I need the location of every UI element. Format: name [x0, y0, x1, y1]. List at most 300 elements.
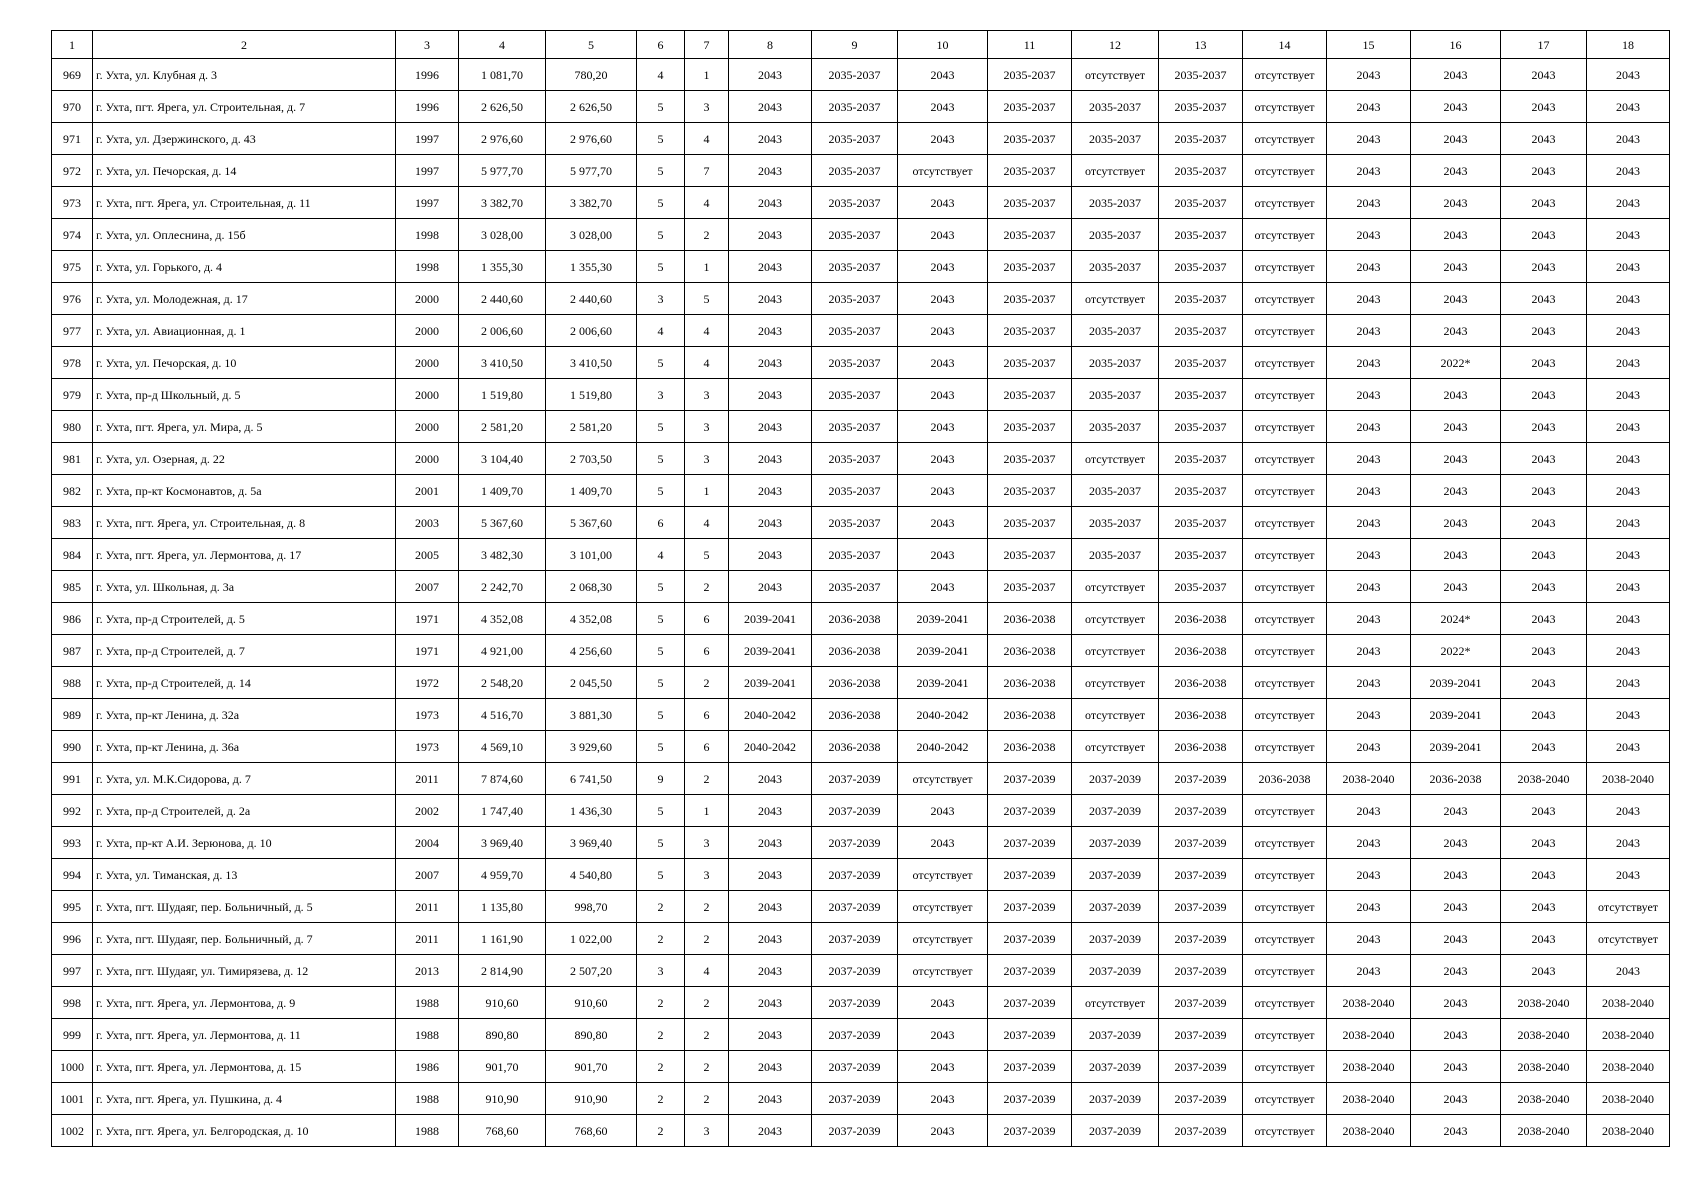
table-cell: 2035-2037 [1159, 123, 1243, 155]
table-cell: 2035-2037 [812, 155, 898, 187]
address-cell: г. Ухта, пр-кт А.И. Зерюнова, д. 10 [93, 827, 396, 859]
table-cell: 2043 [898, 379, 988, 411]
table-cell: 2037-2039 [1159, 1051, 1243, 1083]
table-cell: 2043 [1587, 91, 1670, 123]
address-cell: г. Ухта, пгт. Ярега, ул. Строительная, д. 7 [93, 91, 396, 123]
table-cell: 2037-2039 [812, 1115, 898, 1147]
table-cell: 2043 [1327, 827, 1411, 859]
table-cell: 2039-2041 [898, 667, 988, 699]
address-cell: г. Ухта, ул. Авиационная, д. 1 [93, 315, 396, 347]
table-cell: 2043 [1501, 891, 1587, 923]
table-cell: 1997 [396, 123, 459, 155]
table-cell: отсутствует [1243, 1051, 1327, 1083]
table-cell: 2043 [729, 475, 812, 507]
table-cell: 2035-2037 [1159, 443, 1243, 475]
table-cell: отсутствует [1072, 571, 1159, 603]
table-cell: 2036-2038 [1159, 603, 1243, 635]
table-cell: 2035-2037 [1072, 475, 1159, 507]
table-cell: 2000 [396, 315, 459, 347]
table-cell: 2 [685, 763, 729, 795]
table-cell: 2036-2038 [1159, 731, 1243, 763]
table-cell: 6 [685, 731, 729, 763]
row-number-cell: 989 [52, 699, 93, 731]
row-number-cell: 981 [52, 443, 93, 475]
table-row [52, 795, 1670, 827]
table-cell: 2035-2037 [1072, 315, 1159, 347]
table-cell: 3 382,70 [546, 187, 637, 219]
table-cell: 2043 [1327, 411, 1411, 443]
table-cell: 4 [637, 315, 685, 347]
table-cell: 3 410,50 [546, 347, 637, 379]
table-cell: 2035-2037 [988, 379, 1072, 411]
table-cell: 2043 [1587, 859, 1670, 891]
table-cell: 2 [685, 571, 729, 603]
table-row [52, 891, 1670, 923]
table-cell: отсутствует [898, 955, 988, 987]
table-cell: 2035-2037 [812, 411, 898, 443]
table-cell: 2043 [1501, 667, 1587, 699]
table-cell: 2043 [729, 1019, 812, 1051]
table-cell: 4 256,60 [546, 635, 637, 667]
table-cell: 2043 [1501, 635, 1587, 667]
table-cell: 2 [685, 667, 729, 699]
table-cell: 2011 [396, 923, 459, 955]
address-cell: г. Ухта, ул. Клубная д. 3 [93, 59, 396, 91]
table-cell: 4 921,00 [459, 635, 546, 667]
table-cell: 2035-2037 [1072, 123, 1159, 155]
address-cell: г. Ухта, пгт. Шудаяг, пер. Больничный, д. 5 [93, 891, 396, 923]
table-cell: 2043 [729, 411, 812, 443]
table-cell: 2035-2037 [812, 315, 898, 347]
table-cell: 2037-2039 [1072, 827, 1159, 859]
table-cell: 2043 [1587, 475, 1670, 507]
table-cell: 2043 [898, 251, 988, 283]
table-cell: 2 976,60 [546, 123, 637, 155]
table-cell: отсутствует [1243, 571, 1327, 603]
table-cell: 2043 [1327, 539, 1411, 571]
table-cell: 2043 [1501, 123, 1587, 155]
row-number-cell: 988 [52, 667, 93, 699]
table-cell: 3 101,00 [546, 539, 637, 571]
address-cell: г. Ухта, пр-д Строителей, д. 7 [93, 635, 396, 667]
table-cell: 1 355,30 [546, 251, 637, 283]
table-cell: 5 [637, 571, 685, 603]
table-cell: 2037-2039 [1072, 891, 1159, 923]
table-cell: 768,60 [546, 1115, 637, 1147]
address-cell: г. Ухта, пр-кт Ленина, д. 32а [93, 699, 396, 731]
table-cell: 2 [637, 1115, 685, 1147]
table-cell: 2035-2037 [812, 443, 898, 475]
row-number-cell: 992 [52, 795, 93, 827]
table-row [52, 571, 1670, 603]
table-cell: 2035-2037 [812, 347, 898, 379]
address-cell: г. Ухта, пр-д Строителей, д. 14 [93, 667, 396, 699]
address-cell: г. Ухта, пгт. Ярега, ул. Лермонтова, д. 11 [93, 1019, 396, 1051]
table-cell: 6 [685, 635, 729, 667]
table-cell: 2043 [1411, 507, 1501, 539]
table-cell: 2037-2039 [812, 891, 898, 923]
table-row [52, 1115, 1670, 1147]
table-cell: 5 [637, 635, 685, 667]
table-cell: 2043 [1587, 571, 1670, 603]
table-cell: 2035-2037 [988, 59, 1072, 91]
address-cell: г. Ухта, ул. Печорская, д. 10 [93, 347, 396, 379]
table-cell: отсутствует [1072, 667, 1159, 699]
table-cell: 2000 [396, 283, 459, 315]
column-header-11: 11 [988, 31, 1072, 59]
table-cell: 2035-2037 [1072, 187, 1159, 219]
table-cell: 3 [637, 955, 685, 987]
table-cell: 2043 [1327, 635, 1411, 667]
table-cell: 5 [637, 443, 685, 475]
table-cell: 2043 [1587, 539, 1670, 571]
table-cell: 2037-2039 [1159, 1115, 1243, 1147]
table-row [52, 347, 1670, 379]
table-cell: 5 [637, 827, 685, 859]
table-row [52, 827, 1670, 859]
table-cell: 2 440,60 [546, 283, 637, 315]
table-cell: 2037-2039 [1072, 1051, 1159, 1083]
table-cell: 2 [637, 891, 685, 923]
address-cell: г. Ухта, ул. Озерная, д. 22 [93, 443, 396, 475]
table-cell: 2037-2039 [1159, 859, 1243, 891]
table-cell: 7 [685, 155, 729, 187]
column-header-5: 5 [546, 31, 637, 59]
table-cell: 2043 [1411, 91, 1501, 123]
row-number-cell: 973 [52, 187, 93, 219]
table-cell: 2043 [1501, 827, 1587, 859]
row-number-cell: 971 [52, 123, 93, 155]
table-cell: 2043 [1327, 859, 1411, 891]
address-cell: г. Ухта, ул. Молодежная, д. 17 [93, 283, 396, 315]
table-cell: 2043 [1587, 59, 1670, 91]
table-cell: отсутствует [1243, 91, 1327, 123]
table-cell: 2037-2039 [812, 763, 898, 795]
table-cell: 2 [685, 987, 729, 1019]
table-cell: 7 874,60 [459, 763, 546, 795]
table-cell: 4 [685, 507, 729, 539]
table-cell: 2043 [898, 827, 988, 859]
column-header-10: 10 [898, 31, 988, 59]
table-cell: 2043 [1411, 443, 1501, 475]
table-cell: 2035-2037 [1159, 475, 1243, 507]
address-cell: г. Ухта, пгт. Ярега, ул. Пушкина, д. 4 [93, 1083, 396, 1115]
table-row [52, 59, 1670, 91]
table-cell: 1 436,30 [546, 795, 637, 827]
table-cell: 2043 [1411, 219, 1501, 251]
table-cell: 2039-2041 [729, 635, 812, 667]
table-cell: 2036-2038 [988, 699, 1072, 731]
column-header-9: 9 [812, 31, 898, 59]
table-cell: 2043 [898, 1051, 988, 1083]
table-cell: 2035-2037 [1159, 379, 1243, 411]
table-cell: 2035-2037 [1159, 283, 1243, 315]
table-cell: 9 [637, 763, 685, 795]
table-cell: 1986 [396, 1051, 459, 1083]
table-cell: отсутствует [1072, 443, 1159, 475]
table-cell: 2000 [396, 379, 459, 411]
table-cell: 2043 [1587, 955, 1670, 987]
table-cell: 2038-2040 [1587, 1051, 1670, 1083]
table-cell: отсутствует [1243, 859, 1327, 891]
table-cell: 2037-2039 [812, 795, 898, 827]
table-cell: 3 [685, 379, 729, 411]
table-cell: 2043 [1327, 123, 1411, 155]
table-cell: 2035-2037 [1159, 91, 1243, 123]
table-cell: 2043 [898, 283, 988, 315]
table-cell: 2043 [1587, 635, 1670, 667]
column-header-2: 2 [93, 31, 396, 59]
table-cell: отсутствует [1243, 59, 1327, 91]
table-cell: отсутствует [1072, 283, 1159, 315]
table-cell: 2035-2037 [812, 379, 898, 411]
column-header-4: 4 [459, 31, 546, 59]
table-cell: 2043 [1327, 923, 1411, 955]
table-cell: 2000 [396, 411, 459, 443]
table-cell: 2035-2037 [988, 507, 1072, 539]
table-cell: 2 581,20 [546, 411, 637, 443]
table-cell: 2043 [729, 1115, 812, 1147]
table-cell: 2043 [1411, 539, 1501, 571]
table-cell: 2038-2040 [1327, 1051, 1411, 1083]
table-cell: 2 068,30 [546, 571, 637, 603]
table-cell: 2037-2039 [1159, 955, 1243, 987]
table-cell: 6 [685, 699, 729, 731]
table-cell: 2035-2037 [988, 91, 1072, 123]
table-cell: 2043 [1327, 571, 1411, 603]
table-cell: 4 [685, 123, 729, 155]
table-cell: отсутствует [1243, 635, 1327, 667]
row-number-cell: 996 [52, 923, 93, 955]
table-cell: 2039-2041 [729, 603, 812, 635]
table-cell: 2035-2037 [988, 475, 1072, 507]
table-cell: 2035-2037 [1072, 347, 1159, 379]
table-cell: 4 352,08 [546, 603, 637, 635]
table-cell: 2037-2039 [988, 891, 1072, 923]
table-cell: отсутствует [1072, 731, 1159, 763]
table-row [52, 1019, 1670, 1051]
address-cell: г. Ухта, пр-д Школьный, д. 5 [93, 379, 396, 411]
table-cell: 2007 [396, 571, 459, 603]
table-cell: 2043 [1411, 987, 1501, 1019]
address-cell: г. Ухта, пр-д Строителей, д. 2а [93, 795, 396, 827]
table-row [52, 731, 1670, 763]
table-cell: 2043 [1501, 507, 1587, 539]
table-row [52, 155, 1670, 187]
table-cell: 2035-2037 [1159, 347, 1243, 379]
table-cell: 2043 [1411, 155, 1501, 187]
table-cell: 2035-2037 [812, 251, 898, 283]
table-cell: 1 161,90 [459, 923, 546, 955]
table-cell: 2038-2040 [1501, 1115, 1587, 1147]
table-cell: 2038-2040 [1501, 763, 1587, 795]
table-cell: 910,60 [546, 987, 637, 1019]
table-cell: 2 [685, 891, 729, 923]
table-cell: 2035-2037 [812, 507, 898, 539]
housing-repair-schedule-table [51, 30, 1670, 1147]
table-cell: 2043 [1411, 891, 1501, 923]
table-cell: 6 [685, 603, 729, 635]
table-cell: отсутствует [898, 923, 988, 955]
table-cell: 5 [637, 91, 685, 123]
table-cell: 910,60 [459, 987, 546, 1019]
table-cell: 2036-2038 [1159, 667, 1243, 699]
table-cell: 2 [685, 1019, 729, 1051]
table-cell: 2043 [1411, 795, 1501, 827]
table-cell: отсутствует [1243, 539, 1327, 571]
table-cell: 2035-2037 [1072, 539, 1159, 571]
table-cell: 2039-2041 [1411, 731, 1501, 763]
table-cell: 2043 [1501, 859, 1587, 891]
row-number-cell: 987 [52, 635, 93, 667]
table-cell: 2035-2037 [812, 571, 898, 603]
address-cell: г. Ухта, ул. Дзержинского, д. 43 [93, 123, 396, 155]
table-cell: 3 104,40 [459, 443, 546, 475]
row-number-cell: 978 [52, 347, 93, 379]
table-cell: 2043 [1587, 219, 1670, 251]
table-cell: 2035-2037 [988, 123, 1072, 155]
table-cell: 2043 [898, 59, 988, 91]
table-cell: 2043 [1411, 411, 1501, 443]
table-cell: 5 [637, 859, 685, 891]
table-cell: 2043 [898, 1083, 988, 1115]
table-cell: 2036-2038 [812, 699, 898, 731]
row-number-cell: 970 [52, 91, 93, 123]
table-cell: 2043 [1327, 955, 1411, 987]
table-row [52, 987, 1670, 1019]
table-cell: 2037-2039 [1072, 1115, 1159, 1147]
table-cell: 4 516,70 [459, 699, 546, 731]
table-cell: 2035-2037 [1072, 251, 1159, 283]
table-cell: 2038-2040 [1501, 987, 1587, 1019]
table-cell: 2043 [1327, 187, 1411, 219]
table-cell: 2043 [1327, 507, 1411, 539]
table-cell: 2043 [729, 507, 812, 539]
table-cell: 5 977,70 [459, 155, 546, 187]
row-number-cell: 985 [52, 571, 93, 603]
table-cell: 2043 [1411, 955, 1501, 987]
table-cell: 1988 [396, 1115, 459, 1147]
table-cell: 1 409,70 [459, 475, 546, 507]
table-cell: отсутствует [1587, 891, 1670, 923]
table-cell: 2035-2037 [988, 315, 1072, 347]
table-cell: 2 [685, 1083, 729, 1115]
column-header-13: 13 [1159, 31, 1243, 59]
table-cell: 3 482,30 [459, 539, 546, 571]
table-cell: 2043 [1501, 315, 1587, 347]
table-cell: 2 581,20 [459, 411, 546, 443]
table-cell: 910,90 [459, 1083, 546, 1115]
table-cell: 2043 [898, 187, 988, 219]
address-cell: г. Ухта, пгт. Ярега, ул. Лермонтова, д. 9 [93, 987, 396, 1019]
table-cell: 2 814,90 [459, 955, 546, 987]
row-number-cell: 980 [52, 411, 93, 443]
table-cell: 2043 [1327, 475, 1411, 507]
table-row [52, 507, 1670, 539]
table-cell: отсутствует [1072, 59, 1159, 91]
table-cell: 2043 [1587, 315, 1670, 347]
row-number-cell: 1002 [52, 1115, 93, 1147]
table-cell: 5 [637, 347, 685, 379]
table-cell: 2043 [729, 795, 812, 827]
table-cell: 1973 [396, 699, 459, 731]
table-cell: 2038-2040 [1587, 987, 1670, 1019]
table-cell: 2036-2038 [1159, 699, 1243, 731]
table-cell: 3 [637, 379, 685, 411]
address-cell: г. Ухта, пгт. Ярега, ул. Мира, д. 5 [93, 411, 396, 443]
table-cell: 1 022,00 [546, 923, 637, 955]
table-cell: 2037-2039 [812, 955, 898, 987]
table-cell: отсутствует [898, 891, 988, 923]
table-cell: 2035-2037 [988, 251, 1072, 283]
table-cell: 2038-2040 [1327, 1083, 1411, 1115]
table-cell: 890,80 [546, 1019, 637, 1051]
table-cell: 2035-2037 [1159, 187, 1243, 219]
column-header-18: 18 [1587, 31, 1670, 59]
table-cell: 2043 [1327, 891, 1411, 923]
table-cell: 1998 [396, 219, 459, 251]
table-cell: 2043 [898, 411, 988, 443]
table-row [52, 763, 1670, 795]
table-cell: 2043 [1411, 283, 1501, 315]
table-cell: 2043 [1501, 411, 1587, 443]
table-cell: 2043 [729, 827, 812, 859]
table-cell: 2043 [1327, 91, 1411, 123]
table-cell: 2022* [1411, 635, 1501, 667]
table-cell: 2004 [396, 827, 459, 859]
table-cell: 3 [685, 859, 729, 891]
table-cell: 2039-2041 [898, 603, 988, 635]
row-number-cell: 1001 [52, 1083, 93, 1115]
row-number-cell: 976 [52, 283, 93, 315]
table-cell: 2043 [1501, 347, 1587, 379]
table-cell: 2 [637, 1051, 685, 1083]
table-cell: 2043 [1501, 283, 1587, 315]
table-cell: 4 [637, 539, 685, 571]
table-cell: 1 081,70 [459, 59, 546, 91]
column-header-6: 6 [637, 31, 685, 59]
table-cell: 2036-2038 [988, 667, 1072, 699]
table-cell: 2043 [1411, 475, 1501, 507]
table-row [52, 667, 1670, 699]
table-row [52, 635, 1670, 667]
row-number-cell: 979 [52, 379, 93, 411]
table-cell: 2035-2037 [1072, 219, 1159, 251]
table-cell: 2043 [1501, 539, 1587, 571]
table-cell: 2035-2037 [988, 411, 1072, 443]
table-cell: 2038-2040 [1587, 763, 1670, 795]
address-cell: г. Ухта, пгт. Ярега, ул. Лермонтова, д. 15 [93, 1051, 396, 1083]
table-cell: 2043 [729, 859, 812, 891]
table-cell: 2011 [396, 763, 459, 795]
table-cell: отсутствует [1072, 987, 1159, 1019]
table-cell: 2037-2039 [988, 763, 1072, 795]
table-cell: 2013 [396, 955, 459, 987]
table-cell: 2037-2039 [812, 987, 898, 1019]
table-cell: 2036-2038 [988, 603, 1072, 635]
table-cell: 2000 [396, 347, 459, 379]
table-cell: 2043 [1501, 731, 1587, 763]
table-row [52, 539, 1670, 571]
table-cell: 2043 [1501, 795, 1587, 827]
row-number-cell: 998 [52, 987, 93, 1019]
table-cell: 2043 [1587, 667, 1670, 699]
table-cell: 2035-2037 [812, 283, 898, 315]
table-cell: отсутствует [1243, 603, 1327, 635]
row-number-cell: 995 [52, 891, 93, 923]
table-cell: 5 977,70 [546, 155, 637, 187]
table-cell: 2043 [1587, 283, 1670, 315]
